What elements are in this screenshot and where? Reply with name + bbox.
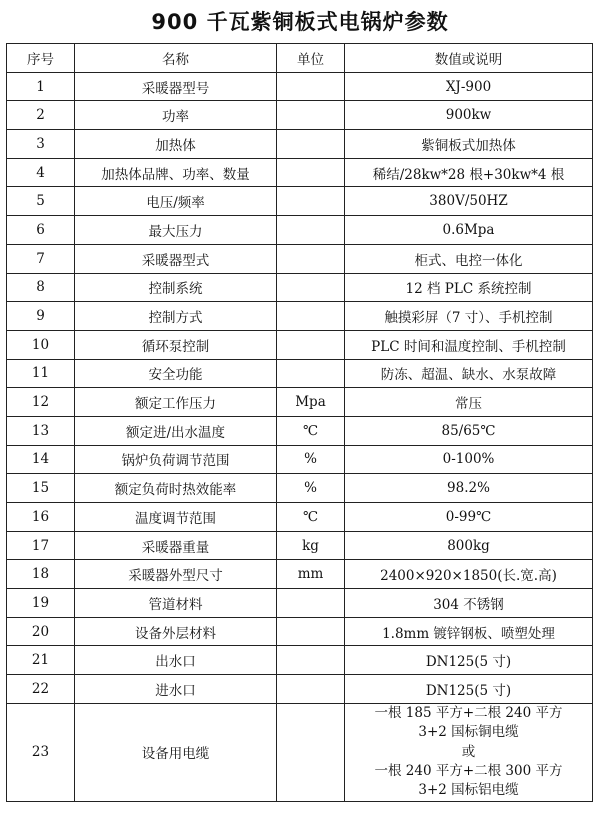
cell-name: 锅炉负荷调节范围	[75, 445, 277, 474]
cell-no: 9	[7, 302, 75, 331]
cell-name: 采暖器型式	[75, 244, 277, 273]
table-row	[7, 416, 593, 445]
cell-unit: Mpa	[277, 388, 345, 417]
cell-no: 17	[7, 531, 75, 560]
cell-no: 11	[7, 359, 75, 388]
cell-unit	[277, 130, 345, 159]
value-line: 一根 185 平方+二根 240 平方	[374, 704, 563, 721]
cell-unit	[277, 158, 345, 187]
cell-name: 采暖器外型尺寸	[75, 560, 277, 589]
cell-name: 温度调节范围	[75, 503, 277, 532]
table-row	[7, 703, 593, 801]
cell-unit	[277, 72, 345, 101]
cell-no: 12	[7, 388, 75, 417]
cell-no: 3	[7, 130, 75, 159]
value-line: 一根 240 平方+二根 300 平方	[374, 763, 563, 780]
cell-name: 采暖器型号	[75, 72, 277, 101]
cell-unit	[277, 187, 345, 216]
table-header-row	[7, 44, 593, 73]
cell-name: 进水口	[75, 675, 277, 704]
table-row	[7, 359, 593, 388]
cell-no: 19	[7, 589, 75, 618]
cell-unit	[277, 101, 345, 130]
cell-name: 循环泵控制	[75, 330, 277, 359]
table-body	[7, 72, 593, 801]
table-row	[7, 302, 593, 331]
cell-value: DN125(5 寸)	[345, 675, 593, 704]
cell-no: 5	[7, 187, 75, 216]
cell-value: 380V/50HZ	[345, 187, 593, 216]
header-value: 数值或说明	[345, 44, 593, 73]
cell-name: 电压/频率	[75, 187, 277, 216]
cell-no: 2	[7, 101, 75, 130]
cell-value: 85/65℃	[345, 416, 593, 445]
cell-name: 管道材料	[75, 589, 277, 618]
cell-name: 额定负荷时热效能率	[75, 474, 277, 503]
cell-unit	[277, 330, 345, 359]
value-line: 3+2 国标铝电缆	[418, 782, 519, 799]
table-row	[7, 503, 593, 532]
cell-value: DN125(5 寸)	[345, 646, 593, 675]
table-row	[7, 244, 593, 273]
cell-unit: ℃	[277, 503, 345, 532]
cell-value: 触摸彩屏（7 寸）、手机控制	[345, 302, 593, 331]
cell-unit: %	[277, 445, 345, 474]
cell-no: 14	[7, 445, 75, 474]
cell-value-multiline	[345, 703, 593, 801]
table-row	[7, 445, 593, 474]
header-name: 名称	[75, 44, 277, 73]
cell-no: 22	[7, 675, 75, 704]
cell-no: 20	[7, 617, 75, 646]
cell-name: 设备用电缆	[75, 703, 277, 801]
table-row	[7, 474, 593, 503]
cell-unit: %	[277, 474, 345, 503]
table-row	[7, 388, 593, 417]
cell-name: 安全功能	[75, 359, 277, 388]
cell-unit	[277, 617, 345, 646]
cell-unit: mm	[277, 560, 345, 589]
table-row	[7, 130, 593, 159]
value-line: 或	[461, 743, 476, 760]
cell-value: PLC 时间和温度控制、手机控制	[345, 330, 593, 359]
cell-value: 柜式、电控一体化	[345, 244, 593, 273]
cell-name: 控制系统	[75, 273, 277, 302]
cell-name: 加热体	[75, 130, 277, 159]
cell-value: 0.6Mpa	[345, 216, 593, 245]
table-row	[7, 273, 593, 302]
cell-no: 23	[7, 703, 75, 801]
table-row	[7, 330, 593, 359]
cell-name: 额定工作压力	[75, 388, 277, 417]
cell-unit	[277, 216, 345, 245]
table-row	[7, 560, 593, 589]
cell-name: 加热体品牌、功率、数量	[75, 158, 277, 187]
cell-unit	[277, 675, 345, 704]
table-row	[7, 531, 593, 560]
cell-name: 设备外层材料	[75, 617, 277, 646]
cell-value: 304 不锈钢	[345, 589, 593, 618]
cell-name: 采暖器重量	[75, 531, 277, 560]
cell-value: XJ-900	[345, 72, 593, 101]
cell-value: 900kw	[345, 101, 593, 130]
cell-unit	[277, 646, 345, 675]
cell-no: 10	[7, 330, 75, 359]
cell-no: 8	[7, 273, 75, 302]
cell-value: 98.2%	[345, 474, 593, 503]
table-row	[7, 646, 593, 675]
cell-unit	[277, 302, 345, 331]
cell-no: 1	[7, 72, 75, 101]
cell-value: 常压	[345, 388, 593, 417]
cell-value: 800kg	[345, 531, 593, 560]
cell-no: 18	[7, 560, 75, 589]
cell-unit	[277, 359, 345, 388]
table-row	[7, 675, 593, 704]
header-unit: 单位	[277, 44, 345, 73]
table-row	[7, 72, 593, 101]
cell-no: 21	[7, 646, 75, 675]
cell-no: 16	[7, 503, 75, 532]
page-title: 900 千瓦紫铜板式电锅炉参数	[151, 10, 449, 34]
table-row	[7, 101, 593, 130]
cell-unit	[277, 244, 345, 273]
cell-no: 6	[7, 216, 75, 245]
spec-table	[6, 43, 593, 802]
cell-name: 功率	[75, 101, 277, 130]
table-row	[7, 158, 593, 187]
cell-value: 稀结/28kw*28 根+30kw*4 根	[345, 158, 593, 187]
cell-value: 0-100%	[345, 445, 593, 474]
cell-no: 7	[7, 244, 75, 273]
cell-no: 15	[7, 474, 75, 503]
table-row	[7, 187, 593, 216]
cell-value: 紫铜板式加热体	[345, 130, 593, 159]
cell-name: 额定进/出水温度	[75, 416, 277, 445]
cell-unit	[277, 273, 345, 302]
cell-name: 最大压力	[75, 216, 277, 245]
cell-value: 1.8mm 镀锌钢板、喷塑处理	[345, 617, 593, 646]
table-row	[7, 589, 593, 618]
cell-unit: ℃	[277, 416, 345, 445]
value-line: 3+2 国标铜电缆	[418, 724, 519, 741]
cell-unit	[277, 589, 345, 618]
cell-unit	[277, 703, 345, 801]
cell-value: 2400×920×1850(长.宽.高)	[345, 560, 593, 589]
cell-no: 4	[7, 158, 75, 187]
cell-value: 防冻、超温、缺水、水泵故障	[345, 359, 593, 388]
table-row	[7, 216, 593, 245]
cell-value: 12 档 PLC 系统控制	[345, 273, 593, 302]
cell-name: 出水口	[75, 646, 277, 675]
cell-unit: kg	[277, 531, 345, 560]
table-row	[7, 617, 593, 646]
cell-no: 13	[7, 416, 75, 445]
cell-name: 控制方式	[75, 302, 277, 331]
cell-value: 0-99℃	[345, 503, 593, 532]
header-no: 序号	[7, 44, 75, 73]
